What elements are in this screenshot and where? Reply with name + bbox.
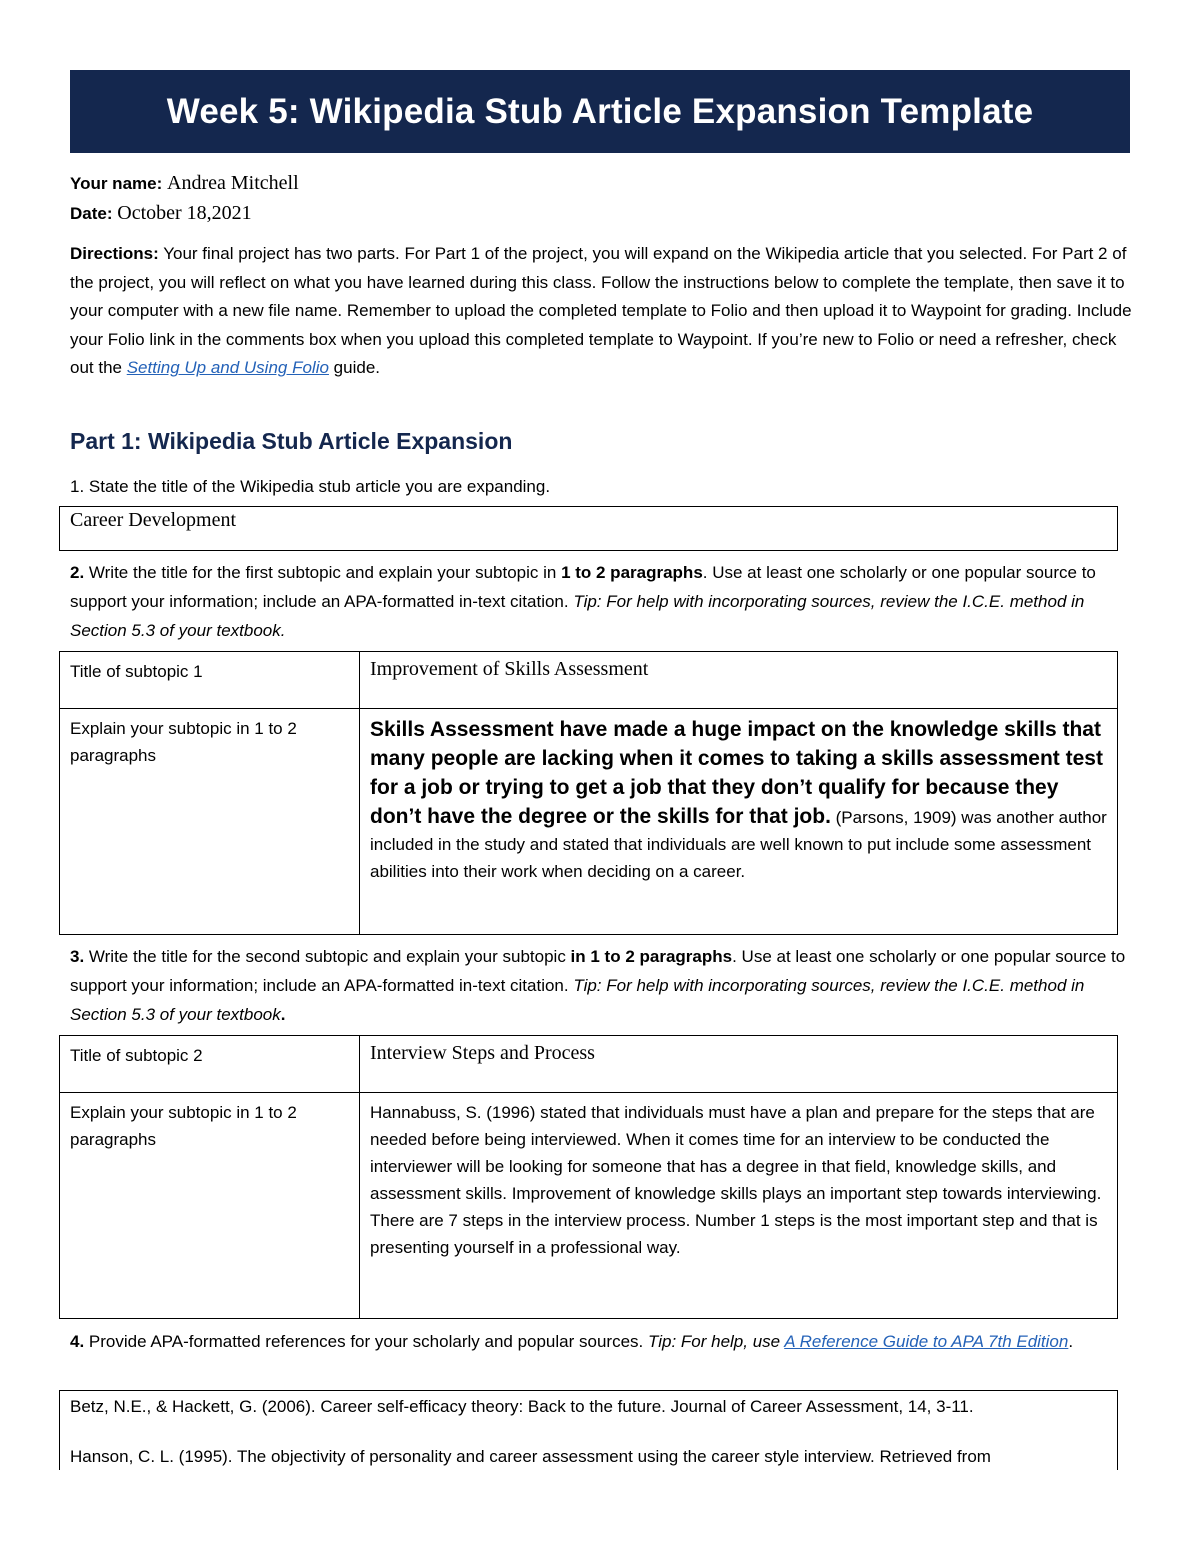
subtopic2-title-label: Title of subtopic 2 xyxy=(60,1036,360,1093)
subtopic1-title-label: Title of subtopic 1 xyxy=(60,652,360,709)
subtopic2-table xyxy=(59,1035,1118,1319)
subtopic1-explain-cell[interactable] xyxy=(360,709,1118,935)
page-title: Week 5: Wikipedia Stub Article Expansion Template xyxy=(166,91,1034,131)
table-row xyxy=(60,652,1118,709)
q3-bold: in 1 to 2 paragraphs xyxy=(570,947,733,966)
name-line xyxy=(70,172,299,195)
name-value: Andrea Mitchell xyxy=(167,172,299,194)
q2-prompt xyxy=(70,558,1130,645)
q1-answer: Career Development xyxy=(70,509,237,531)
subtopic2-explain-label: Explain your subtopic in 1 to 2 paragraphs xyxy=(60,1093,360,1319)
q1-prompt: 1. State the title of the Wikipedia stub article you are expanding. xyxy=(70,477,551,496)
directions-text: Your final project has two parts. For Part 1 of the project, you will expand on the Wikipedia article that you selected. For Part 2 of the project, you will reflect on what you have learned during this class. Follow the instructions below to complete the template, then save it to your computer with a new file name. Remember to upload the completed template to Folio and then upload it to Waypoint for grading. Include your Folio link in the comments box when you upload this completed template to Waypoint. If you’re new to Folio or need a refresher, check out the xyxy=(70,244,1132,378)
q3-tip-end: . xyxy=(280,1005,286,1024)
q2-text-1: Write the title for the first subtopic and explain your subtopic in xyxy=(84,563,562,582)
date-label: Date: xyxy=(70,204,113,223)
directions-paragraph xyxy=(70,240,1135,383)
date-line xyxy=(70,202,252,225)
apa-guide-link[interactable]: A Reference Guide to APA 7th Edition xyxy=(784,1332,1069,1351)
name-label: Your name: xyxy=(70,174,163,193)
subtopic1-explain-label: Explain your subtopic in 1 to 2 paragraphs xyxy=(60,709,360,935)
reference-2: Hanson, C. L. (1995). The objectivity of personality and career assessment using the career style interview. Retrieved from xyxy=(70,1447,991,1466)
q2-bold: 1 to 2 paragraphs xyxy=(561,563,703,582)
table-row xyxy=(60,1036,1118,1093)
q3-tip: Tip: For help with incorporating sources, review the I.C.E. method in Section 5.3 of your textbook xyxy=(70,976,1085,1024)
subtopic1-explain-bold: Skills Assessment have made a huge impact on the knowledge skills that many people are lacking when it comes to taking a skills assessment test for a job or trying to get a job that they don’t qualify for because they don’t have the degree or the skills for that job. xyxy=(370,718,1103,828)
q4-text-1: Provide APA-formatted references for your scholarly and popular sources. xyxy=(84,1332,648,1351)
subtopic1-title-value: Improvement of Skills Assessment xyxy=(370,658,649,680)
q4-tip: Tip: For help, use xyxy=(647,1332,785,1351)
q4-end: . xyxy=(1068,1332,1074,1351)
directions-text-end: guide. xyxy=(328,358,380,378)
q4-prompt xyxy=(70,1327,1130,1356)
subtopic1-explain-text: (Parsons, 1909) was another author included in the study and stated that individuals are well known to put include some assessment abilities into their work when deciding on a career. xyxy=(370,808,1107,881)
subtopic2-title-value: Interview Steps and Process xyxy=(370,1042,595,1064)
q2-tip: Tip: For help with incorporating sources, review the I.C.E. method in Section 5.3 of your textbook. xyxy=(70,592,1085,640)
part1-heading: Part 1: Wikipedia Stub Article Expansion xyxy=(70,428,513,454)
q2-number: 2. xyxy=(70,563,85,582)
table-row xyxy=(60,709,1118,935)
reference-1: Betz, N.E., & Hackett, G. (2006). Career self-efficacy theory: Back to the future. Journal of Career Assessment, 14, 3-11. xyxy=(70,1397,974,1416)
directions-label: Directions: xyxy=(70,244,159,263)
q3-number: 3. xyxy=(70,947,85,966)
folio-guide-link[interactable]: Setting Up and Using Folio xyxy=(126,358,329,378)
q3-text-2: . Use at least one scholarly or one popular source to support your information; include an APA-formatted in-text citation. xyxy=(70,947,1126,995)
date-value: October 18,2021 xyxy=(117,202,252,224)
subtopic2-explain-cell[interactable] xyxy=(360,1093,1118,1319)
subtopic1-title-cell[interactable] xyxy=(360,652,1118,709)
subtopic2-explain-text: Hannabuss, S. (1996) stated that individuals must have a plan and prepare for the steps that are needed before being interviewed. When it comes time for an interview to be conducted the interviewer will be looking for someone that has a degree in that field, knowledge skills, and assessment skills. Improvement of knowledge skills plays an important step towards interviewing. There are 7 steps in the interview process. Number 1 steps is the most important step and that is presenting yourself in a professional way. xyxy=(370,1103,1102,1257)
q3-text-1: Write the title for the second subtopic and explain your subtopic xyxy=(84,947,571,966)
q2-text-2: . Use at least one scholarly or one popular source to support your information; include an APA-formatted in-text citation. xyxy=(70,563,1096,611)
page-title-banner xyxy=(70,70,1130,153)
subtopic2-title-cell[interactable] xyxy=(360,1036,1118,1093)
q3-prompt xyxy=(70,942,1130,1029)
q4-number: 4. xyxy=(70,1332,85,1351)
q1-answer-box[interactable] xyxy=(59,506,1118,551)
references-box[interactable] xyxy=(59,1390,1118,1470)
subtopic1-table xyxy=(59,651,1118,935)
table-row xyxy=(60,1093,1118,1319)
